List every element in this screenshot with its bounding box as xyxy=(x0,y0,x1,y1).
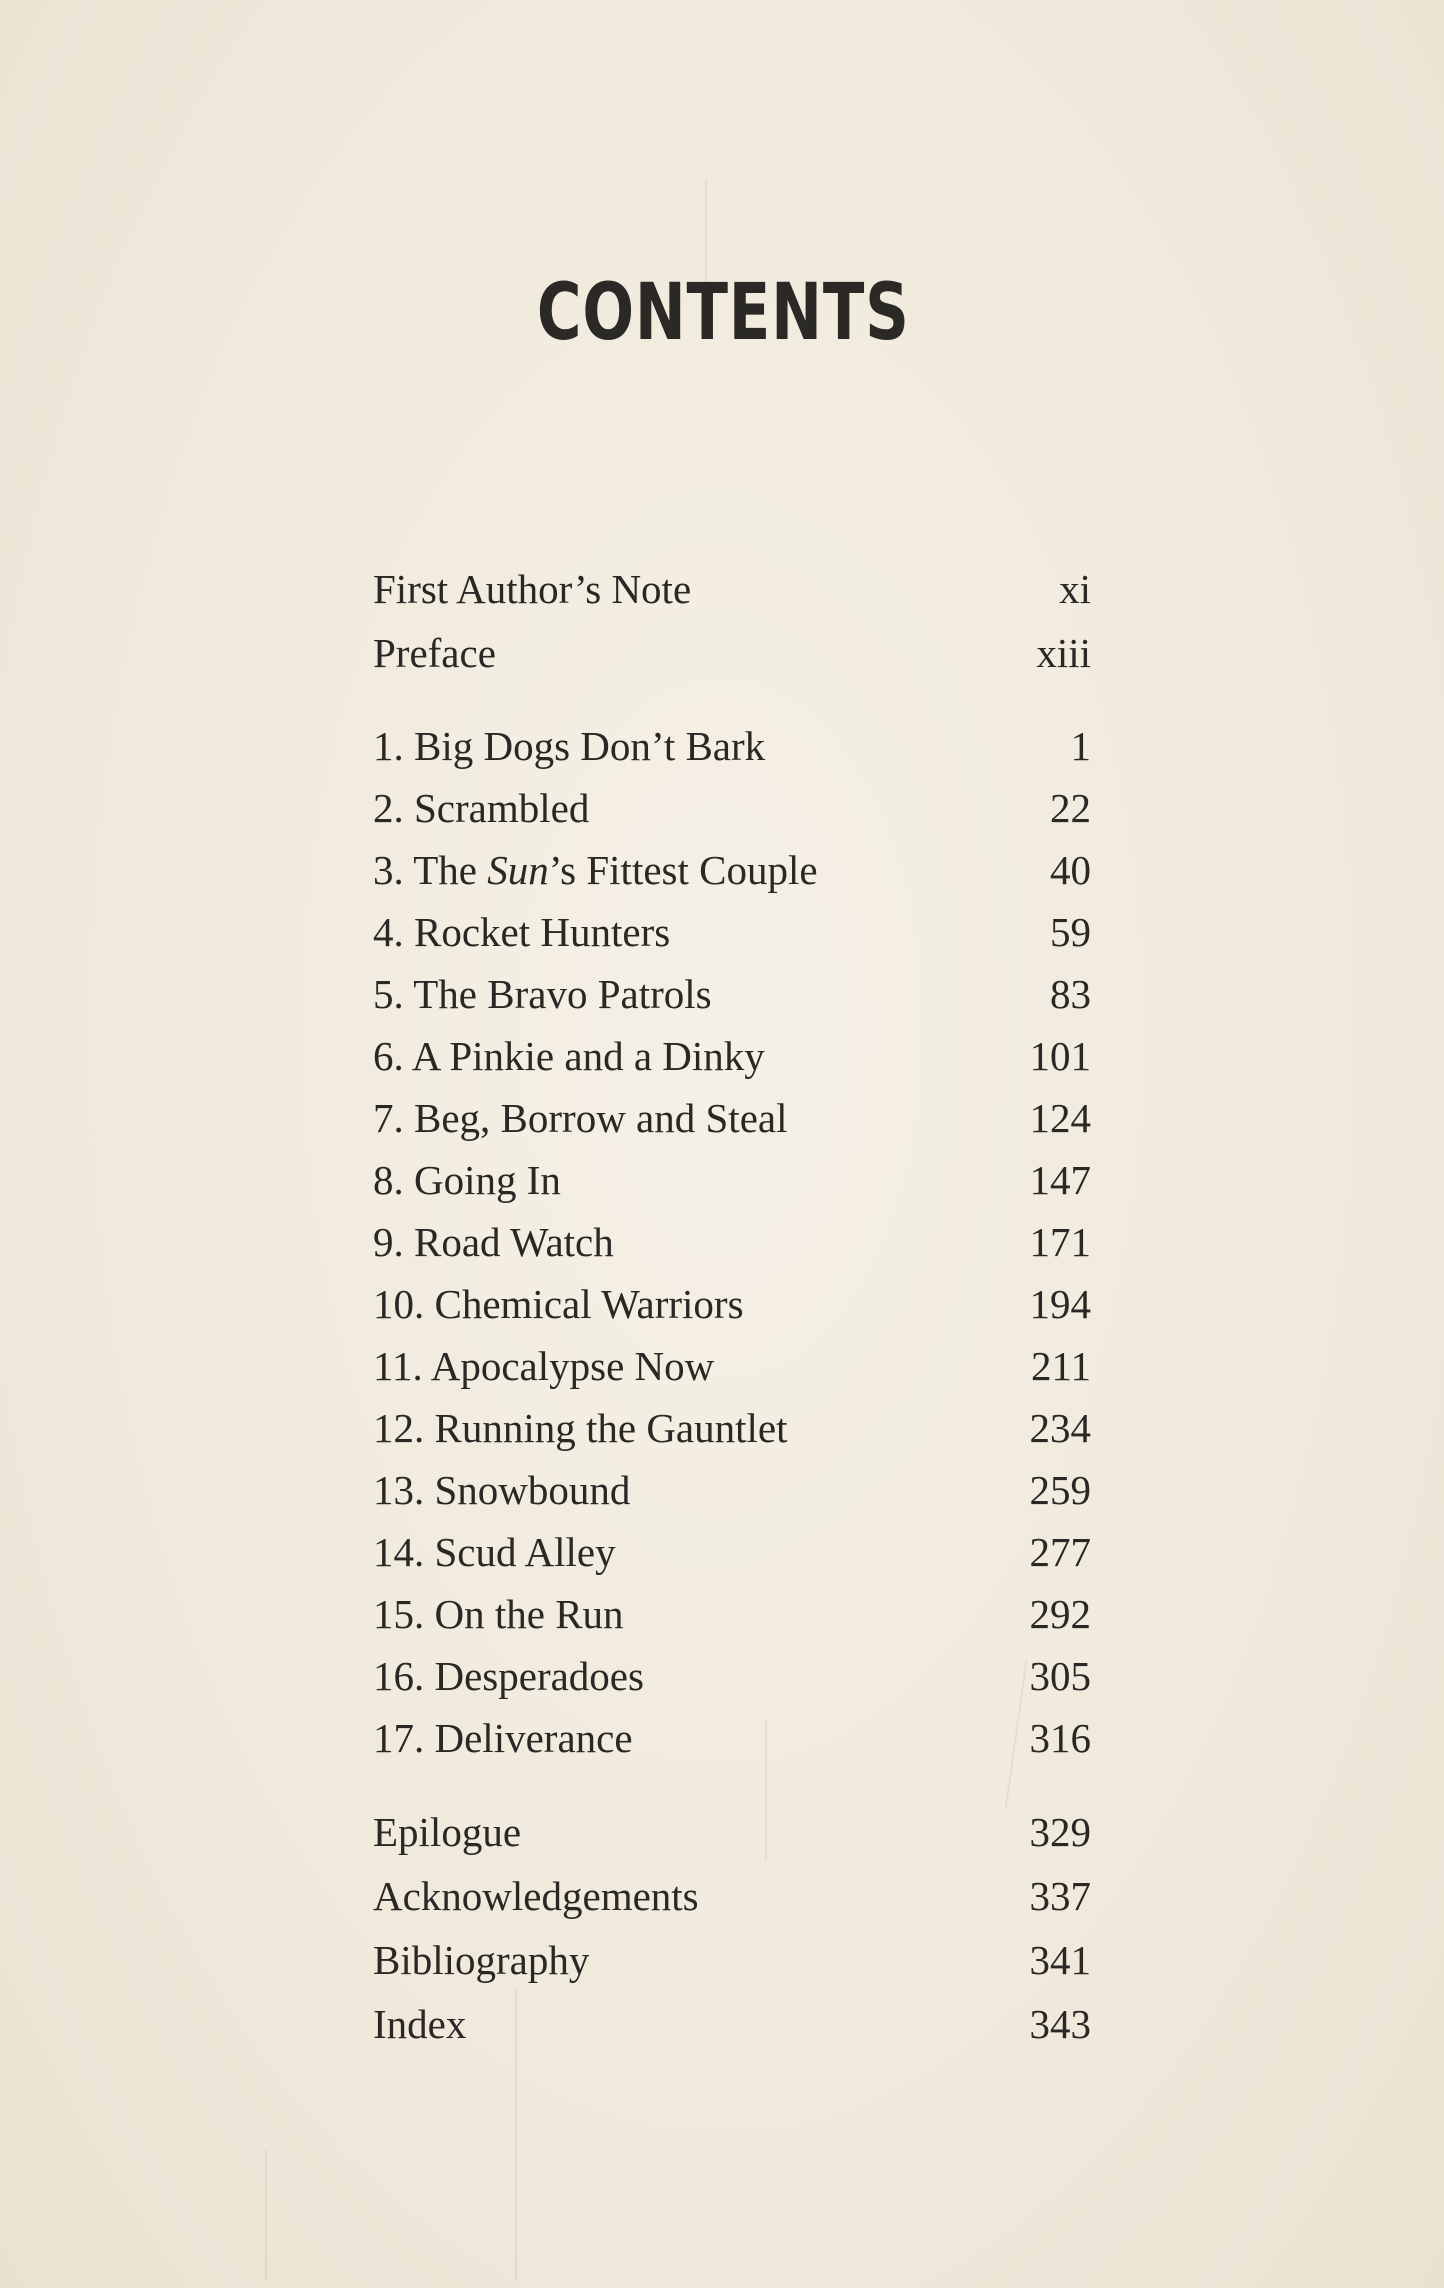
toc-entry-label: 16. Desperadoes xyxy=(373,1653,644,1699)
toc-entry-label: Index xyxy=(373,2001,467,2047)
toc-entry-label: 7. Beg, Borrow and Steal xyxy=(373,1095,788,1141)
toc-entry-acknowledgements xyxy=(373,1870,1091,1922)
toc-entry-chapter-1 xyxy=(373,720,1091,772)
toc-entry-chapter-9 xyxy=(373,1216,1091,1268)
toc-entry-page: 101 xyxy=(1029,1033,1091,1079)
toc-entry-chapter-8 xyxy=(373,1154,1091,1206)
toc-entry-label: 15. On the Run xyxy=(373,1591,624,1637)
toc-entry-chapter-3 xyxy=(373,844,1091,896)
toc-entry-label: 1. Big Dogs Don’t Bark xyxy=(373,723,766,769)
toc-entry-chapter-11 xyxy=(373,1340,1091,1392)
toc-entry-page: 1 xyxy=(1070,723,1091,769)
toc-entry-preface xyxy=(373,627,1091,679)
toc-entry-label: 2. Scrambled xyxy=(373,785,590,831)
toc-entry-label: First Author’s Note xyxy=(373,566,692,612)
toc-entry-chapter-16 xyxy=(373,1650,1091,1702)
toc-entry-chapter-4 xyxy=(373,906,1091,958)
toc-entry-page: 337 xyxy=(1029,1873,1091,1919)
toc-entry-label: 5. The Bravo Patrols xyxy=(373,971,712,1017)
toc-entry-page: 40 xyxy=(1050,847,1091,893)
toc-entry-page: 234 xyxy=(1029,1405,1091,1451)
page-title: CONTENTS xyxy=(536,268,910,358)
toc-entry-chapter-5 xyxy=(373,968,1091,1020)
toc-entry-page: 211 xyxy=(1031,1343,1091,1389)
toc-entry-chapter-2 xyxy=(373,782,1091,834)
toc-entry-label: 6. A Pinkie and a Dinky xyxy=(373,1033,765,1079)
toc-entry-page: 277 xyxy=(1029,1529,1091,1575)
newspaper-title-italic: Sun xyxy=(487,847,549,893)
toc-entry-label: 8. Going In xyxy=(373,1157,561,1203)
toc-entry-epilogue xyxy=(373,1806,1091,1858)
toc-entry-label: Epilogue xyxy=(373,1809,522,1855)
toc-entry-page: 343 xyxy=(1029,2001,1091,2047)
toc-entry-page: 341 xyxy=(1029,1937,1091,1983)
toc-entry-page: 59 xyxy=(1050,909,1091,955)
toc-entry-page: 147 xyxy=(1029,1157,1091,1203)
toc-entry-chapter-7 xyxy=(373,1092,1091,1144)
toc-entry-page: 292 xyxy=(1029,1591,1091,1637)
toc-entry-label: 11. Apocalypse Now xyxy=(373,1343,715,1389)
toc-entry-label: 9. Road Watch xyxy=(373,1219,614,1265)
toc-entry-label: 14. Scud Alley xyxy=(373,1529,616,1575)
toc-entry-label: 17. Deliverance xyxy=(373,1715,633,1761)
toc-entry-label: 10. Chemical Warriors xyxy=(373,1281,744,1327)
toc-entry-chapter-14 xyxy=(373,1526,1091,1578)
toc-entry-label: Bibliography xyxy=(373,1937,590,1983)
toc-entry-page: xi xyxy=(1059,566,1091,612)
toc-entry-page: xiii xyxy=(1036,630,1091,676)
toc-entry-chapter-13 xyxy=(373,1464,1091,1516)
toc-entry-label: Preface xyxy=(373,630,496,676)
toc-entry-bibliography xyxy=(373,1934,1091,1986)
toc-entry-index xyxy=(373,1998,1091,2050)
toc-entry-label: 3. The Sun’s Fittest Couple xyxy=(373,847,818,893)
toc-entry-page: 124 xyxy=(1029,1095,1091,1141)
toc-entry-page: 194 xyxy=(1029,1281,1091,1327)
toc-entry-label: 4. Rocket Hunters xyxy=(373,909,671,955)
toc-entry-page: 22 xyxy=(1050,785,1091,831)
toc-entry-chapter-12 xyxy=(373,1402,1091,1454)
toc-entry-page: 316 xyxy=(1029,1715,1091,1761)
toc-entry-page: 259 xyxy=(1029,1467,1091,1513)
toc-entry-chapter-6 xyxy=(373,1030,1091,1082)
paper-mark xyxy=(265,2150,267,2280)
toc-entry-label: 13. Snowbound xyxy=(373,1467,631,1513)
toc-entry-first-authors-note xyxy=(373,563,1091,615)
toc-entry-page: 171 xyxy=(1029,1219,1091,1265)
toc-entry-page: 305 xyxy=(1029,1653,1091,1699)
toc-entry-chapter-17 xyxy=(373,1712,1091,1764)
toc-entry-chapter-15 xyxy=(373,1588,1091,1640)
toc-entry-label: 12. Running the Gauntlet xyxy=(373,1405,788,1451)
toc-entry-page: 83 xyxy=(1050,971,1091,1017)
toc-entry-page: 329 xyxy=(1029,1809,1091,1855)
toc-entry-label: Acknowledgements xyxy=(373,1873,699,1919)
toc-entry-chapter-10 xyxy=(373,1278,1091,1330)
